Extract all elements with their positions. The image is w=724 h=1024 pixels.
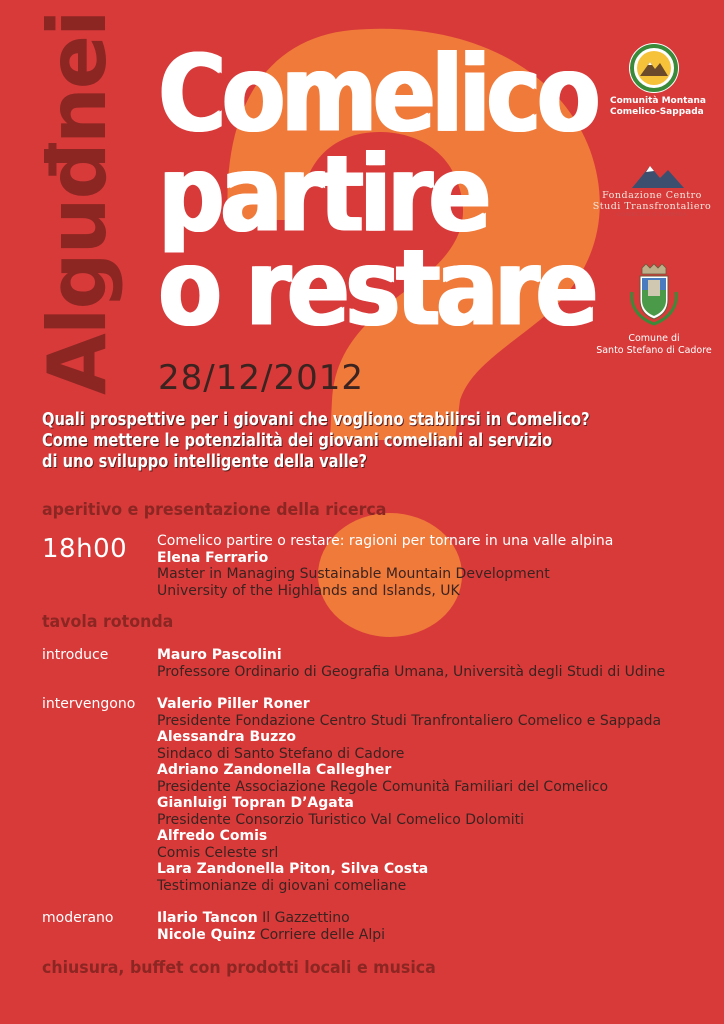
introduce-block [157,647,665,680]
panelist-role: Presidente Consorzio Turistico Val Comelico Dolomiti [157,811,524,828]
fondazione-line-2: Studi Transfrontaliero [592,201,712,212]
speaker-role-1: Master in Managing Sustainable Mountain Development [157,566,550,582]
panelist-role: Testimonianze di giovani comeliane [157,877,407,894]
moderator-row [157,927,385,944]
moderator-org: Il Gazzettino [262,910,350,926]
aperitivo-block [157,533,613,599]
question-line-1: Quali prospettive per i giovani che vogliono stabilirsi in Comelico? [42,410,590,430]
fondazione-line-1: Fondazione Centro [602,190,702,201]
vertical-word: Alguđnei [31,11,124,395]
talk-title: Comelico partire o restare: ragioni per tornare in una valle alpina [157,533,614,549]
moderator-name: Nicole Quinz [157,926,256,943]
section-tavola-rotonda: tavola rotonda [42,612,174,632]
speaker-role-2: University of the Highlands and Islands, UK [157,582,460,599]
question-line-2: Come mettere le potenzialità dei giovani comeliani al servizio [42,431,553,451]
comunita-montana-logo [628,42,680,94]
moderator-row [157,910,385,927]
panelist-role: Sindaco di Santo Stefano di Cadore [157,745,405,762]
introduce-name: Mauro Pascolini [157,647,282,663]
comunita-line-1: Comunità Montana [610,96,706,106]
comune-line-1: Comune di [628,333,680,344]
title-line-3: o restare [158,226,594,350]
intervengono-label: intervengono [42,696,136,712]
questions [42,410,590,473]
title-line-2: partire [158,132,487,256]
comune-label [596,333,712,357]
panelist-name: Lara Zandonella Piton, Silva Costa [157,861,429,877]
fondazione-label [582,190,722,219]
section-chiusura: chiusura, buffet con prodotti locali e musica [42,958,436,978]
title-line-1: Comelico [158,32,596,156]
panelist-name: Gianluigi Topran D’Agata [157,795,354,811]
fondazione-mountain-logo [630,160,686,190]
panelist-name: Alfredo Comis [157,828,268,844]
introduce-label: introduce [42,647,109,663]
santo-stefano-crest [628,262,680,328]
moderator-name: Ilario Tancon [157,910,258,926]
speaker-name: Elena Ferrario [157,549,269,566]
introduce-role: Professore Ordinario di Geografia Umana, Università degli Studi di Udine [157,663,666,680]
panelist-role: Comis Celeste srl [157,844,279,861]
moderator-org: Corriere delle Alpi [259,926,386,943]
comunita-line-2: Comelico-Sappada [610,107,704,117]
intervengono-block [157,696,661,894]
panelist-name: Alessandra Buzzo [157,729,297,745]
panelist-name: Adriano Zandonella Callegher [157,762,392,778]
section-aperitivo: aperitivo e presentazione della ricerca [42,500,387,520]
fondazione-line-3: COMELICO E SAPPADA [616,212,688,218]
moderano-label: moderano [42,910,114,926]
event-date: 28/12/2012 [158,358,364,398]
question-line-3: di uno sviluppo intelligente della valle? [42,452,368,472]
panelist-role: Presidente Associazione Regole Comunità Familiari del Comelico [157,778,609,795]
panelist-name: Valerio Piller Roner [157,696,310,712]
comune-line-2: Santo Stefano di Cadore [596,345,712,356]
comunita-montana-label [610,96,706,118]
event-time: 18h00 [42,534,128,564]
moderano-block [157,910,385,943]
panelist-role: Presidente Fondazione Centro Studi Tranfrontaliero Comelico e Sappada [157,712,662,729]
